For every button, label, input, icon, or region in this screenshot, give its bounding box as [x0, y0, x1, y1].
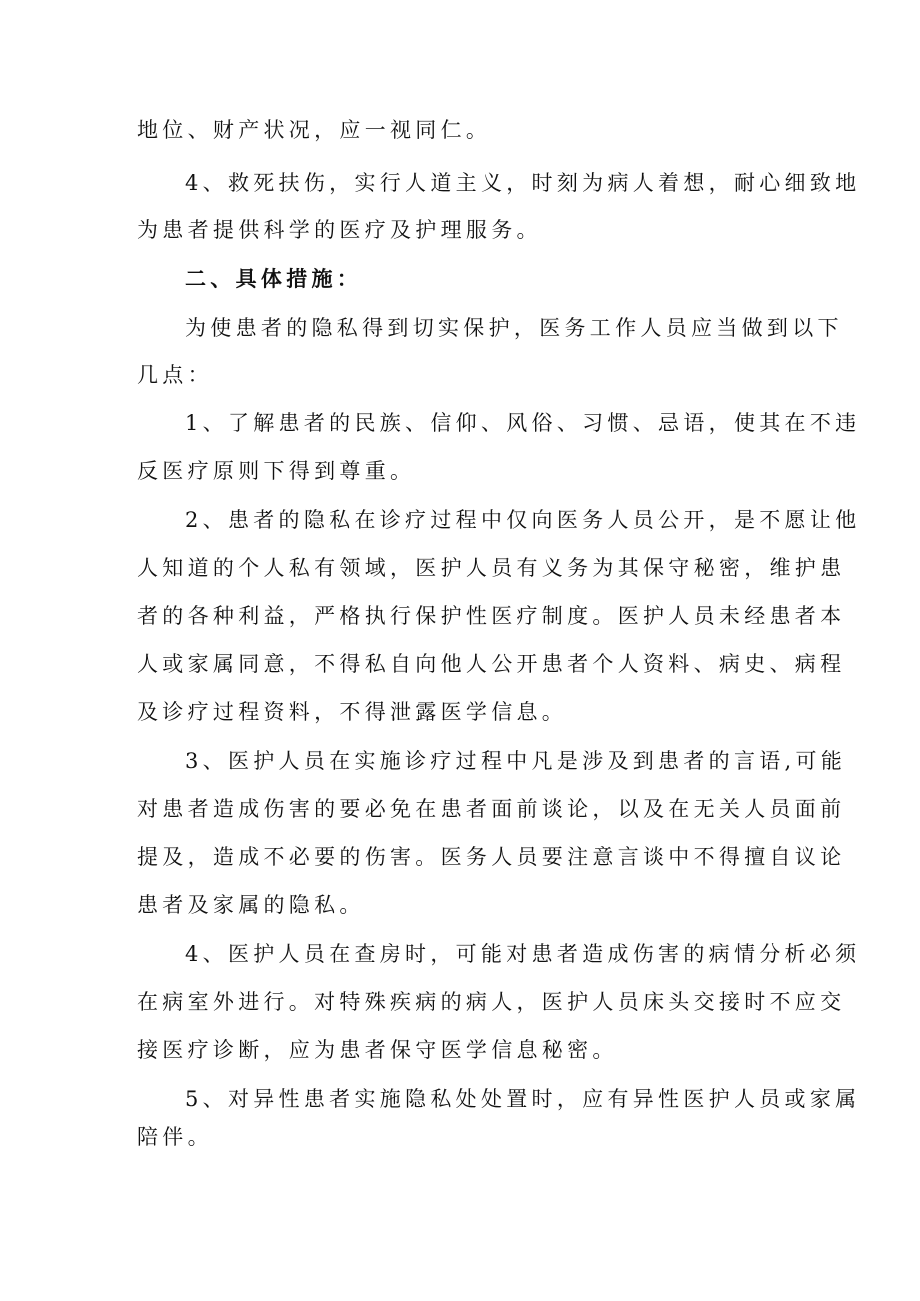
text-line: 者的各种利益，严格执行保护性医疗制度。医护人员未经患者本 — [137, 604, 846, 628]
section-heading: 二、具体措施： — [185, 267, 363, 291]
text-line: 对患者造成伤害的要必免在患者面前谈论，以及在无关人员面前 — [137, 797, 846, 821]
text-line: 几点： — [137, 363, 213, 387]
text-line: 地位、财产状况，应一视同仁。 — [137, 118, 492, 142]
text-line: 5、对异性患者实施隐私处处置时，应有异性医护人员或家属 — [185, 1087, 861, 1111]
text-line: 陪伴。 — [137, 1125, 213, 1149]
text-line: 患者及家属的隐私。 — [137, 893, 365, 917]
text-line: 2、患者的隐私在诊疗过程中仅向医务人员公开，是不愿让他 — [185, 508, 861, 532]
text-line: 为使患者的隐私得到切实保护，医务工作人员应当做到以下 — [185, 316, 843, 340]
text-line: 4、救死扶伤，实行人道主义，时刻为病人着想，耐心细致地 — [185, 171, 861, 195]
text-line: 人知道的个人私有领域，医护人员有义务为其保守秘密，维护患 — [137, 556, 846, 580]
text-line: 及诊疗过程资料，不得泄露医学信息。 — [137, 700, 568, 724]
text-line: 1、了解患者的民族、信仰、风俗、习惯、忌语，使其在不违 — [185, 411, 861, 435]
text-line: 人或家属同意，不得私自向他人公开患者个人资料、病史、病程 — [137, 652, 846, 676]
text-line: 反医疗原则下得到尊重。 — [137, 459, 416, 483]
text-line: 为患者提供科学的医疗及护理服务。 — [137, 218, 542, 242]
text-line: 提及，造成不必要的伤害。医务人员要注意言谈中不得擅自议论 — [137, 845, 846, 869]
text-line: 接医疗诊断，应为患者保守医学信息秘密。 — [137, 1038, 618, 1062]
text-line: 在病室外进行。对特殊疾病的病人，医护人员床头交接时不应交 — [137, 990, 846, 1014]
text-line: 4、医护人员在查房时，可能对患者造成伤害的病情分析必须 — [185, 942, 861, 966]
text-line: 3、医护人员在实施诊疗过程中凡是涉及到患者的言语,可能 — [185, 749, 847, 773]
